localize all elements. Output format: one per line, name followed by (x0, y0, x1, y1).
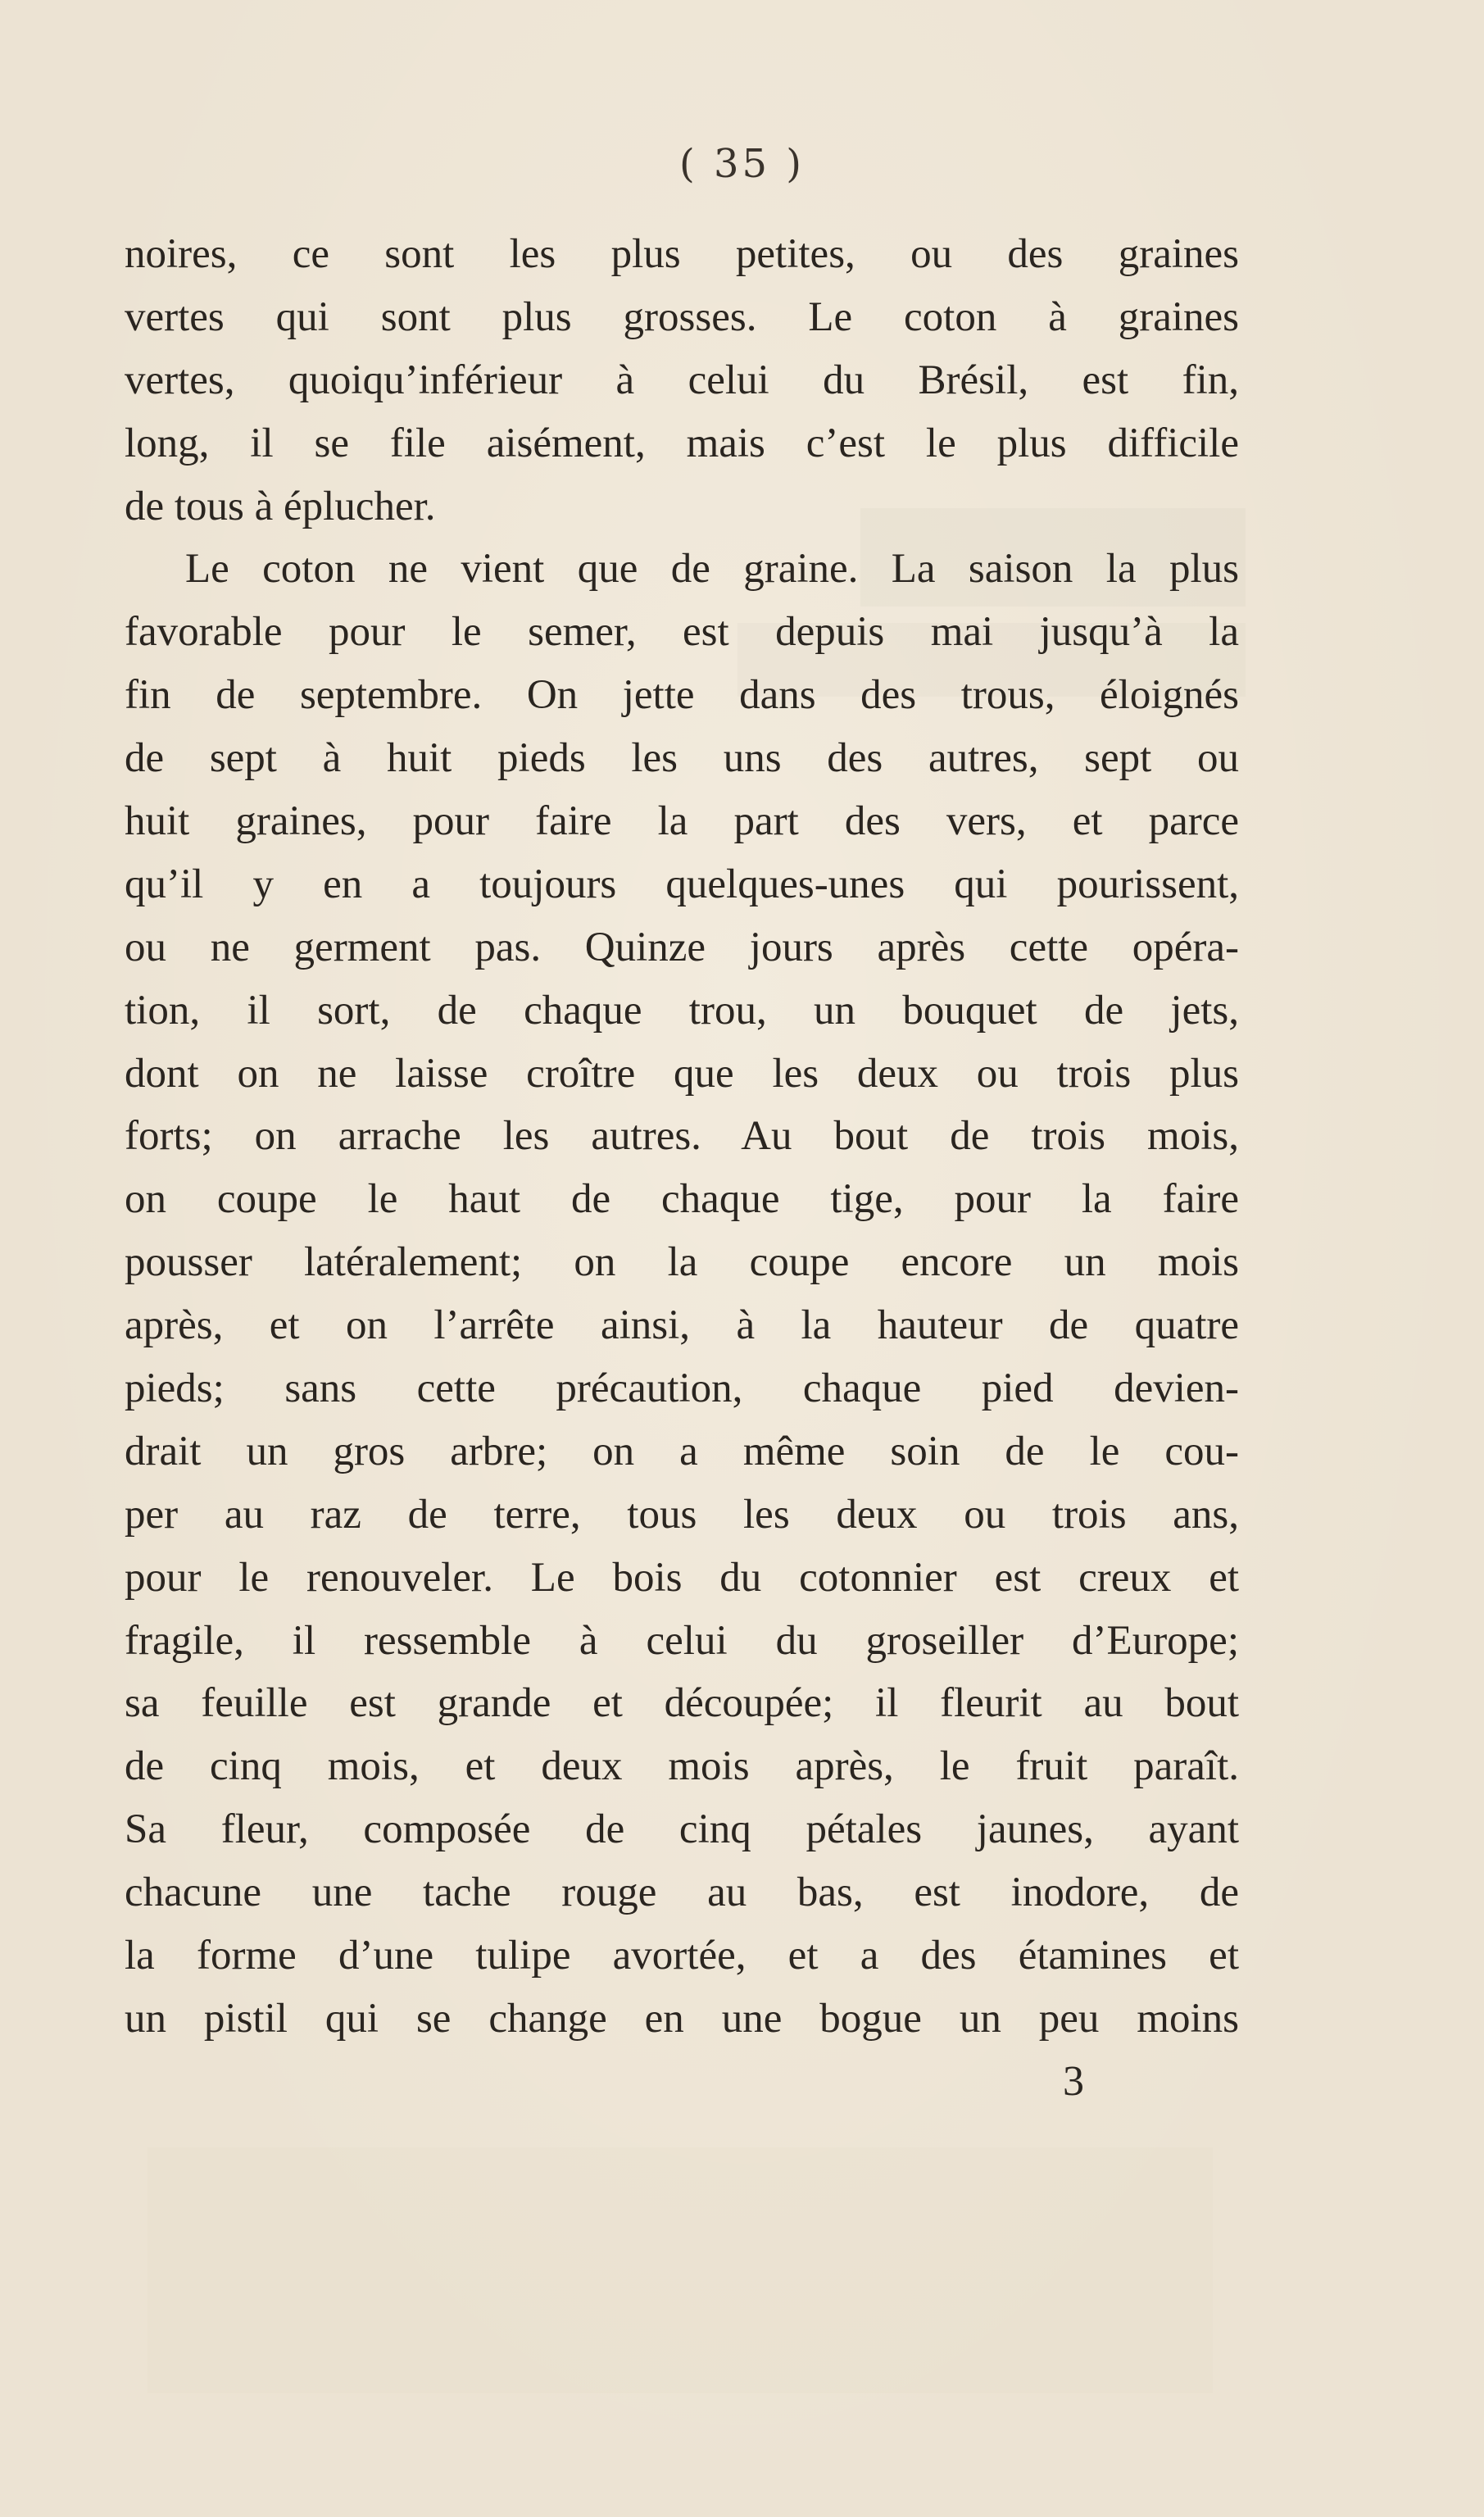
text-line: de cinq mois, et deux mois après, le fruit paraît. (125, 1743, 1239, 1790)
text-line: tion, il sort, de chaque trou, un bouquet de jets, (125, 987, 1239, 1034)
page-number: ( 35 ) (678, 141, 806, 187)
text-line: per au raz de terre, tous les deux ou trois ans, (125, 1491, 1239, 1538)
text-line: pieds; sans cette précaution, chaque pied devien- (125, 1365, 1239, 1412)
text-line: noires, ce sont les plus petites, ou des graines (125, 231, 1239, 277)
text-line: sa feuille est grande et découpée; il fleurit au bout (125, 1680, 1239, 1727)
body-text (125, 223, 1239, 2051)
text-line: ou ne germent pas. Quinze jours après cette opéra- (125, 924, 1239, 970)
text-line: long, il se file aisément, mais c’est le plus difficile (125, 420, 1239, 466)
text-line: un pistil qui se change en une bogue un peu moins (125, 1995, 1239, 2042)
text-line: Le coton ne vient que de graine. La saison la plus (185, 546, 1239, 593)
text-line: huit graines, pour faire la part des vers, et parce (125, 798, 1239, 845)
text-line: après, et on l’arrête ainsi, à la hauteur de quatre (125, 1302, 1239, 1349)
text-line: forts; on arrache les autres. Au bout de trois mois, (125, 1113, 1239, 1160)
text-line: la forme d’une tulipe avortée, et a des étamines et (125, 1933, 1239, 1979)
text-line: pour le renouveler. Le bois du cotonnier est creux et (125, 1554, 1239, 1601)
text-line: chacune une tache rouge au bas, est inodore, de (125, 1870, 1239, 1916)
text-line: on coupe le haut de chaque tige, pour la faire (125, 1176, 1239, 1223)
text-line: pousser latéralement; on la coupe encore un mois (125, 1239, 1239, 1286)
text-line: Sa fleur, composée de cinq pétales jaunes, ayant (125, 1806, 1239, 1853)
text-line: de sept à huit pieds les uns des autres, sept ou (125, 735, 1239, 782)
text-line: vertes qui sont plus grosses. Le coton à graines (125, 293, 1239, 340)
signature-mark: 3 (1063, 2058, 1084, 2105)
text-line: fragile, il ressemble à celui du groseiller d’Europe; (125, 1617, 1239, 1664)
text-line: drait un gros arbre; on a même soin de le cou- (125, 1428, 1239, 1474)
text-line: dont on ne laisse croître que les deux ou trois plus (125, 1050, 1239, 1097)
text-line: qu’il y en a toujours quelques-unes qui pourissent, (125, 861, 1239, 907)
text-line: de tous à éplucher. (125, 483, 436, 529)
text-line: vertes, quoiqu’inférieur à celui du Brésil, est fin, (125, 357, 1239, 403)
text-line: fin de septembre. On jette dans des trous, éloignés (125, 672, 1239, 719)
text-line: favorable pour le semer, est depuis mai jusqu’à la (125, 609, 1239, 656)
